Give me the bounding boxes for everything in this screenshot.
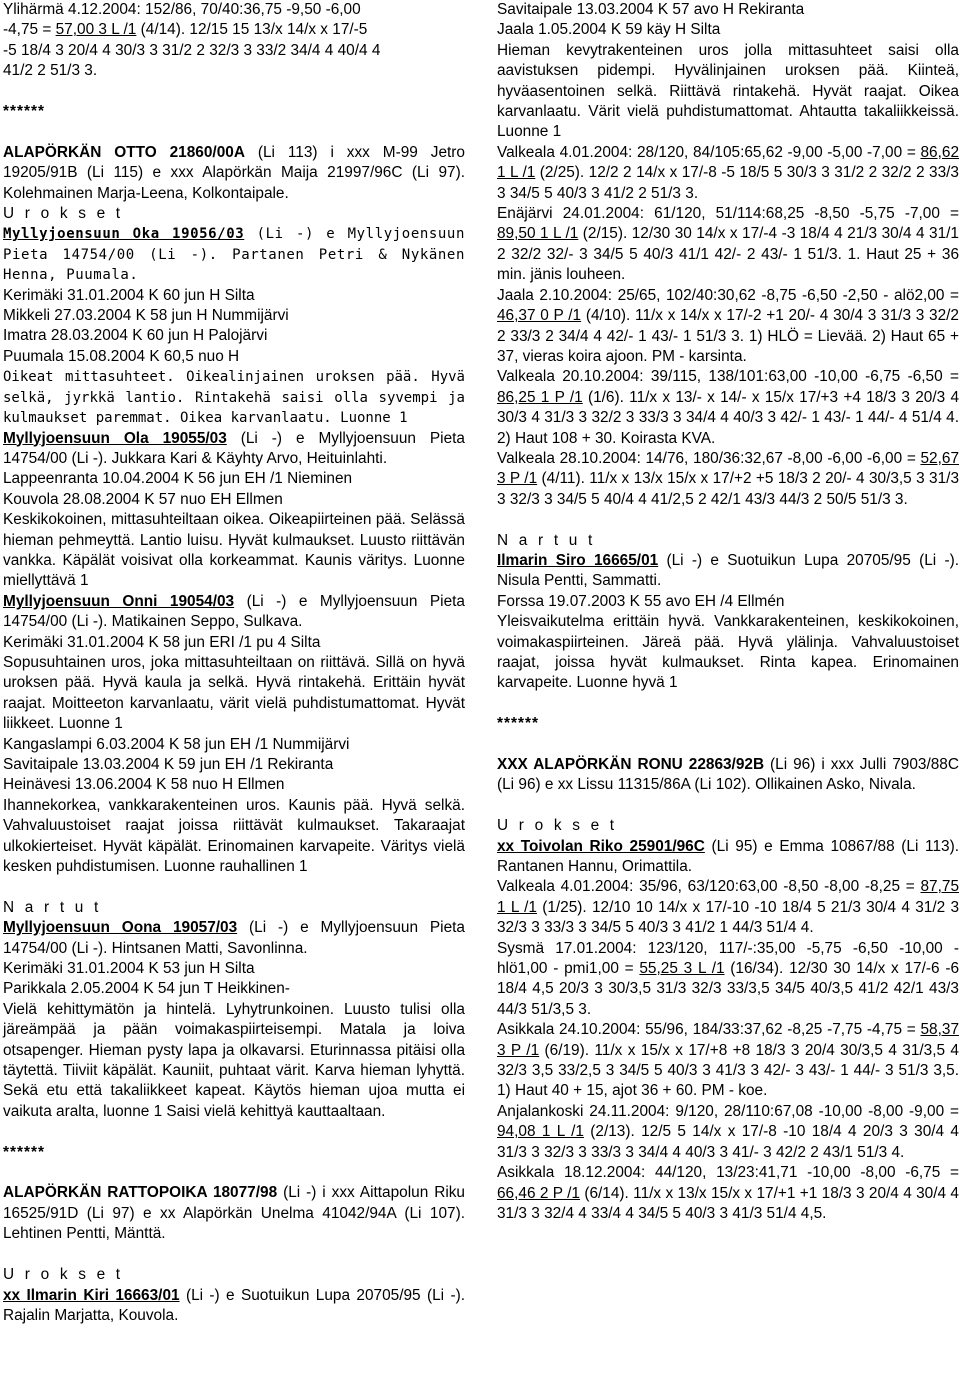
critique-ola: Keskikokoinen, mittasuhteiltaan oikea. Oikeapiirteinen pää. Selässä hieman pehmeyttä. Lantio luisu. Hyvät kulmaukset. Luusto riittävän vankka. Käpälät voisivat olla korkeammat. Kaunis väritys. Luonne miellyttävä 1 [3,511,465,590]
dog-pedigree: (Li 113) i xxx M-99 Jetro 19205/91B (Li 115) e xxx Alapörkän Maija 21997/96C (Li 97). Kolehmainen Marja-Leena, Kolkontaipale. [3,143,465,202]
section-heading-females: N a r t u t [3,898,102,916]
trial-text: (6/19). 11/x x 15/x x 17/+8 +8 18/3 3 20/4 30/3,5 4 31/3,5 4 32/3 3,5 33/2,5 3 34/5 5 40/3 3 41/3 3 42/- 3 43/- 1 44/- 3 51/3 3,5. 1) Haut 40 + 15, ajot 36 + 60. PM - koe. [497,1041,959,1100]
trial-text: (16/34). 12/30 30 14/x x 17/-6 -6 18/4 4,5 20/3 3 30/3,5 31/3 32/3 33/3,5 34/5 40/3,5 41/2 42/1 43/3 44/3 51/3,5 3. [497,960,960,1018]
show-result: Kerimäki 31.01.2004 K 60 jun H Silta [3,286,255,304]
dog-name: Myllyjoensuun Oona 19057/03 [3,919,238,937]
right-column [497,0,959,1224]
trial-result [497,143,959,204]
trial-text: (4/11). 11/x x 13/x 15/x x 17/+2 +5 18/3 2 20/- 4 30/3,5 3 31/3 3 32/3 3 34/5 5 40/4 4 41/2,5 2 42/1 43/3 44/3 2 50/5 51/3 3. [497,470,960,508]
trial-result [497,939,959,1021]
trial-text: (2/25). 12/2 2 14/x x 17/-8 -5 18/5 5 30/3 3 31/2 2 32/2 2 33/3 3 34/5 5 40/3 3 41/2 2 51/3 3. [497,164,959,202]
trial-score: 86,62 1 L /1 [497,143,959,182]
dog-entry-riko [497,837,959,878]
critique-onni-1: Sopusuhtainen uros, joka mittasuhteiltaan on riittävä. Sillä on hyvä uroksen pää. Hyvä kaula ja selkä. Hyvä rintakehä. Erittäin hyvät raajat. Moitteeton karvanlaatu, värit vielä puhdistumattomat. Hyvät liikkeet. Luonne 1 [3,653,465,733]
trial-text: Valkeala 28.10.2004: 14/76, 180/36:32,67 -8,00 -6,00 -6,00 = [497,449,921,467]
trial-text: Asikkala 24.10.2004: 55/96, 184/33:37,62 -8,25 -7,75 -4,75 = [497,1021,921,1039]
show-results-kiri [497,0,959,41]
trial-text: Anjalankoski 24.11.2004: 9/120, 28/110:67,08 -10,00 -8,00 -9,00 = [497,1102,959,1120]
dog-name: ALAPÖRKÄN RATTOPOIKA 18077/98 [3,1184,278,1202]
dog-pedigree: (Li -) e Myllyjoensuun Pieta 14754/00 (Li -). Jukkara Kari & Käyhty Arvo, Heituinlahti. [3,429,465,467]
trial-text: Valkeala 4.01.2004: 28/120, 84/105:65,62 -9,00 -5,00 -7,00 = [497,143,921,161]
trial-score: 89,50 1 L /1 [497,225,579,243]
trial-result [497,286,959,368]
result-score: 57,00 3 L /1 [55,21,137,39]
dog-name: Ilmarin Siro 16665/01 [497,551,659,569]
trial-score: 52,67 3 P /1 [497,449,959,488]
critique-kiri: Hieman kevytrakenteinen uros jolla mittasuhteet saisi olla aavistuksen pidempi. Hyvälinjainen uroksen pää. Kiinteä, hyväasentoinen selkä. Riittävä rintakehä. Hyvät raajat. Oikea karvanlaatu. Värit vielä puhdistumattomat. Ahtautta takaliikkeissä. Luonne 1 [497,41,959,141]
result-line: (4/14). 12/15 15 13/x 14/x x 17/-5 [136,21,368,39]
dog-pedigree: (Li -) e Myllyjoensuun Pieta 14754/00 (Li -). Partanen Petri & Nykänen Henna, Puumala. [3,226,465,284]
trial-text: (4/10). 11/x x 14/x x 17/-2 +1 20/- 4 30/4 3 31/3 3 32/2 2 33/3 2 34/4 4 42/- 1 43/- 1 51/3 3. 1) HLÖ = Lievää. 2) Haut 65 + 37, vieras koira ajoon. PM - karsinta. [497,307,959,365]
critique-siro: Yleisvaikutelma erittäin hyvä. Vankkarakenteinen, keskikokoinen, voimakaspiirteinen. Järeä pää. Hyvä ylälinja. Vahvaluustoiset raajat, joissa hyvät kulmaukset. Rinta kapea. Erinomainen karvapeite. Luonne hyvä 1 [497,613,959,692]
trial-score: 87,75 1 L /1 [497,878,959,916]
dog-pedigree: (Li -) e Suotuikun Lupa 20705/95 (Li -). Nisula Pentti, Sammatti. [497,551,959,590]
trial-text: Sysmä 17.01.2004: 123/120, 117/-:35,00 -5,75 -6,50 -10,00 - hlö1,00 - pmi1,00 = [497,939,959,978]
trial-score: 46,37 0 P /1 [497,307,582,325]
dog-entry-ronu [497,755,959,796]
critique-onni-2: Ihannekorkea, vankkarakenteinen uros. Kaunis pää. Hyvä selkä. Vahvaluustoiset raajat joissa riittävät kulmaukset. Takaraajat ulkokierteiset. Hyvät käpälät. Erinomainen karvapeite. Väritys vielä kesken puhdistumisen. Luonne rauhallinen 1 [3,796,465,876]
trial-score: 86,25 1 P /1 [497,388,583,406]
section-heading-males: U r o k s e t [3,1266,124,1284]
dog-name: XXX ALAPÖRKÄN RONU 22863/92B [497,755,765,773]
trial-text: (1/6). 11/x x 13/- x 14/- x 15/x 17/+3 +4 18/3 3 20/3 4 30/3 4 31/3 3 32/2 3 33/3 3 34/4 4 40/3 3 42/- 1 43/- 1 44/- 4 51/4 4. 2) Haut 108 + 30. Koirasta KVA. [497,388,960,447]
dog-entry-kiri [3,1286,465,1327]
show-results-oona [3,959,465,1000]
trial-text: (2/15). 12/30 30 14/x x 17/-4 -3 18/4 4 21/3 30/4 4 31/1 2 32/2 32/- 3 34/5 5 40/3 41/1 42/- 2 43/- 1 51/3. 1. Haut 25 + 36 min. jänis louheen. [497,225,959,284]
left-column [3,0,465,1326]
show-result-siro: Forssa 19.07.2003 K 55 avo EH /4 Ellmén [497,592,785,610]
separator-stars: ****** [3,103,45,121]
show-result: Kerimäki 31.01.2004 K 53 jun H Silta [3,960,255,978]
ylinarma-result [3,0,465,82]
dog-pedigree: (Li -) e Suotuikun Lupa 20705/95 (Li -). Rajalin Marjatta, Kouvola. [3,1286,465,1324]
trial-result [497,204,959,286]
dog-pedigree: (Li 95) e Emma 10867/88 (Li 113). Rantanen Hannu, Orimattila. [497,837,959,875]
trial-score: 55,25 3 L /1 [639,960,725,978]
trial-text: Valkeala 20.10.2004: 39/115, 138/101:63,00 -10,00 -6,75 -6,50 = [497,368,959,386]
dog-entry-rattopoika [3,1183,465,1244]
dog-name: xx Ilmarin Kiri 16663/01 [3,1286,180,1304]
dog-entry-onni [3,592,465,633]
show-result: Savitaipale 13.03.2004 K 57 avo H Rekiranta [497,1,805,18]
show-result-onni: Kerimäki 31.01.2004 K 58 jun ERI /1 pu 4 Silta [3,633,321,651]
result-line: Ylihärmä 4.12.2004: 152/86, 70/40:36,75 -9,50 -6,00 [3,1,361,18]
section-heading-females: N a r t u t [497,531,596,549]
show-result: Parikkala 2.05.2004 K 54 jun T Heikkinen- [3,980,290,998]
show-result: Imatra 28.03.2004 K 60 jun H Palojärvi [3,327,268,345]
trial-result [497,877,959,938]
trial-text: (1/25). 12/10 10 14/x x 17/-10 -10 18/4 5 21/3 30/4 4 31/2 3 32/3 3 33/3 3 34/5 5 40/3 3 41/2 1 44/3 51/4 4. [497,898,960,937]
show-result: Kangaslampi 6.03.2004 K 58 jun EH /1 Nummijärvi [3,735,350,753]
trial-text: Enäjärvi 24.01.2004: 61/120, 51/114:68,25 -8,50 -5,75 -7,00 = [497,205,959,223]
show-result: Jaala 1.05.2004 K 59 käy H Silta [497,21,721,39]
result-line: -4,75 = [3,21,56,39]
critique-oona: Vielä kehittymätön ja hintelä. Lyhytrunkoinen. Luusto tulisi olla järeämpää ja pään voimakaspiirteisempi. Matala ja loiva otsapenger. Hieman pysty lapa ja olkavarsi. Eturinnassa pitäisi olla täytettä. Tiiviit käpälät. Kauniit, puhtaat värit. Karva hieman lyhyttä. Sekä etu että takaliikkeet kapeat. Käytös hieman ujoa mutta ei vaikuta aralta, luonne 1 Saisi vielä kehittyä kauttaaltaan. [3,1000,465,1120]
trial-result [497,449,959,510]
trial-text: (6/14). 11/x x 13/x 15/x x 17/+1 +1 18/3 3 20/4 4 30/4 4 31/3 3 32/4 4 33/4 4 34/5 5 40/3 3 41/3 51/4 4,5. [497,1184,959,1222]
dog-name: Myllyjoensuun Onni 19054/03 [3,592,235,610]
dog-name: ALAPÖRKÄN OTTO 21860/00A [3,143,245,161]
dog-pedigree: (Li -) i xxx Aittapolun Riku 16525/91D (Li 97) e xx Alapörkän Unelma 41042/94A (Li 107). Lehtinen Pentti, Mänttä. [3,1184,465,1243]
dog-entry-oka [3,224,465,285]
trial-score: 94,08 1 L /1 [497,1123,584,1141]
trial-result [497,1102,959,1163]
section-heading-males: U r o k s e t [497,817,618,835]
show-result: Savitaipale 13.03.2004 K 59 jun EH /1 Rekiranta [3,756,334,773]
dog-entry-ola [3,429,465,470]
trial-score: 66,46 2 P /1 [497,1184,580,1202]
dog-name: Myllyjoensuun Ola 19055/03 [3,429,227,447]
dog-pedigree: (Li -) e Myllyjoensuun Pieta 14754/00 (Li -). Hintsanen Matti, Savonlinna. [3,919,465,957]
result-line: 41/2 2 51/3 3. [3,62,98,80]
dog-name: Myllyjoensuun Oka 19056/03 [3,226,245,243]
trial-text: Valkeala 4.01.2004: 35/96, 63/120:63,00 -8,50 -8,00 -8,25 = [497,878,921,896]
trial-result [497,1020,959,1102]
dog-pedigree: (Li -) e Myllyjoensuun Pieta 14754/00 (Li -). Matikainen Seppo, Sulkava. [3,592,465,631]
trial-result [497,1163,959,1224]
trial-result [497,367,959,449]
show-result: Lappeenranta 10.04.2004 K 56 jun EH /1 Nieminen [3,470,353,488]
show-result: Heinävesi 13.06.2004 K 58 nuo H Ellmen [3,776,285,794]
trial-text: (2/13). 12/5 5 14/x x 17/-8 -10 18/4 4 20/3 3 30/4 4 31/3 3 32/3 3 33/3 3 34/4 4 40/3 3 41/- 3 42/2 2 43/1 51/3 4. [497,1123,959,1161]
separator-stars: ****** [3,1143,45,1161]
dog-entry-siro [497,551,959,592]
trial-text: Asikkala 18.12.2004: 44/120, 13/23:41,71 -10,00 -8,00 -6,75 = [497,1164,959,1182]
dog-entry-otto [3,143,465,204]
show-results-oka [3,286,465,368]
trial-score: 58,37 3 P /1 [497,1021,959,1059]
show-result: Mikkeli 27.03.2004 K 58 jun H Nummijärvi [3,307,289,325]
critique-oka: Oikeat mittasuhteet. Oikealinjainen uroksen pää. Hyvä selkä, jyrkkä lantio. Rintakehä saisi olla syvempi ja kulmaukset paremmat. Oikea karvanlaatu. Luonne 1 [3,369,465,427]
dog-name: xx Toivolan Riko 25901/96C [497,837,705,855]
show-result: Kouvola 28.08.2004 K 57 nuo EH Ellmen [3,490,283,508]
result-line: -5 18/4 3 20/4 4 30/3 3 31/2 2 32/3 3 33/2 34/4 4 40/4 4 [3,41,381,59]
separator-stars: ****** [497,715,539,733]
dog-entry-oona [3,918,465,959]
section-heading-males: U r o k s e t [3,205,124,223]
show-results-onni [3,735,465,796]
show-result: Puumala 15.08.2004 K 60,5 nuo H [3,347,240,365]
dog-pedigree: (Li 96) i xxx Julli 7903/88C (Li 96) e xx Lissu 11315/86A (Li 102). Ollikainen Asko, Nivala. [497,755,959,794]
show-results-ola [3,469,465,510]
trial-text: Jaala 2.10.2004: 25/65, 102/40:30,62 -8,75 -6,50 -2,50 - alö2,00 = [497,286,959,304]
